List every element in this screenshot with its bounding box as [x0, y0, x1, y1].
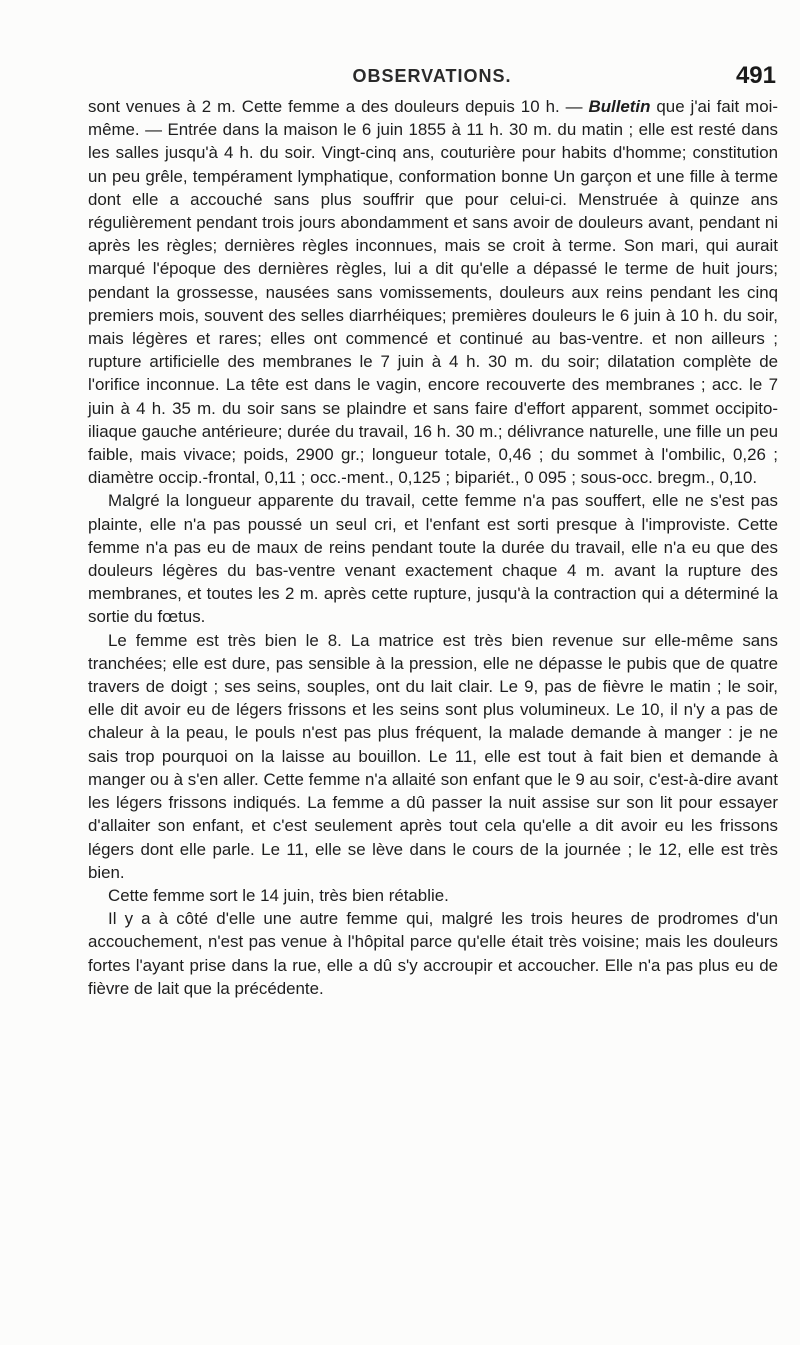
paragraph-discharge: Cette femme sort le 14 juin, très bien rétablie. [108, 885, 449, 905]
bulletin-label: Bulletin [588, 97, 651, 116]
paragraph-text: que j'ai fait moi-même. — Entrée dans la maison le 6 juin 1855 à 11 h. 30 m. du matin ; elle est resté dans les salles jusqu'à 4 h. du soir. Vingt-cinq ans, couturière pour habits d'homme; constitution un peu grêle, tempérament lymphatique, conformation bonne Un garçon et une fille à terme dont elle a accouché sans plus souffrir que pour celui-ci. Menstruée à quinze ans régulièrement pendant trois jours abondamment et sans avoir de douleurs avant, pendant ni après les règles; dernières règles inconnues, mais se croit à terme. Son mari, qui aurait marqué l'époque des dernières règles, lui a dit qu'elle a dépassé le terme de huit jours; pendant la grossesse, nausées sans vomissements, douleurs aux reins pendant les cinq premiers mois, souvent des selles diarrhéiques; premières douleurs le 6 juin à 10 h. du soir, mais légères et rares; elles ont commencé et continué au bas-ventre. et non ailleurs ; rupture artificielle des membranes le 7 juin à 4 h. 30 m. du soir; dilatation complète de l'orifice inconnue. La tête est dans le vagin, encore recouverte des membranes ; acc. le 7 juin à 4 h. 35 m. du soir sans se plaindre et sans faire d'effort apparent, sommet occipito-iliaque gauche antérieure; durée du travail, 16 h. 30 m.; délivrance naturelle, une fille un peu faible, mais vivace; poids, 2900 gr.; longueur totale, 0,46 ; du sommet à l'ombilic, 0,26 ; diamètre occip.-frontal, 0,11 ; occ.-ment., 0,125 ; bipariét., 0 095 ; sous-occ. bregm., 0,10. [88, 97, 779, 488]
paragraph-postpartum-course: Le femme est très bien le 8. La matrice est très bien revenue sur elle-même sans tranchées; elle est dure, pas sensible à la pression, elle ne dépasse le pubis que de quatre travers de doigt ; ses seins, souples, ont du lait clair. Le 9, pas de fièvre le matin ; le soir, elle dit avoir eu de légers frissons et les seins sont plus volumineux. Le 10, il n'y a pas de chaleur à la peau, le pouls n'est pas plus fréquent, la malade demande à manger : je ne sais trop pourquoi on la laisse au bouillon. Le 11, elle est tout à fait bien et demande à manger ou à s'en aller. Cette femme n'a allaité son enfant que le 9 au soir, c'est-à-dire avant les légers frissons indiqués. La femme a dû passer la nuit assise sur son lit pour essayer d'allaiter son enfant, et c'est seulement après tout cela qu'elle a dit avoir eu les frissons légers dont elle parle. Le 11, elle se lève dans le cours de la journée ; le 12, elle est très bien. [88, 630, 778, 882]
paragraph-labor-description: Malgré la longueur apparente du travail, cette femme n'a pas souffert, elle ne s'est pas plainte, elle n'a pas poussé un seul cri, et l'enfant est sorti presque à l'improviste. Cette femme n'a pas eu de maux de reins pendant toute la durée du travail, elle n'a eu que des douleurs légères du bas-ventre venant exactement chaque 4 m. avant la rupture des membranes, et toutes les 2 m. après cette rupture, jusqu'à la contraction qui a déterminé la sortie du fœtus. [88, 491, 778, 627]
running-head [88, 64, 776, 92]
page-number: 491 [735, 62, 776, 89]
paragraph-other-patient: Il y a à côté d'elle une autre femme qui, malgré les trois heures de prodromes d'un accouchement, n'est pas venue à l'hôpital parce qu'elle était très voisine; mais les douleurs fortes l'ayant prise dans la rue, elle a dû s'y accroupir et accoucher. Elle n'a pas plus eu de fièvre de lait que la précédente. [88, 909, 778, 998]
running-title: OBSERVATIONS. [352, 66, 512, 86]
body-text [88, 95, 778, 1000]
paragraph-case-report [88, 95, 778, 489]
paragraph-text: sont venues à 2 m. Cette femme a des douleurs depuis 10 h. — [88, 97, 589, 116]
